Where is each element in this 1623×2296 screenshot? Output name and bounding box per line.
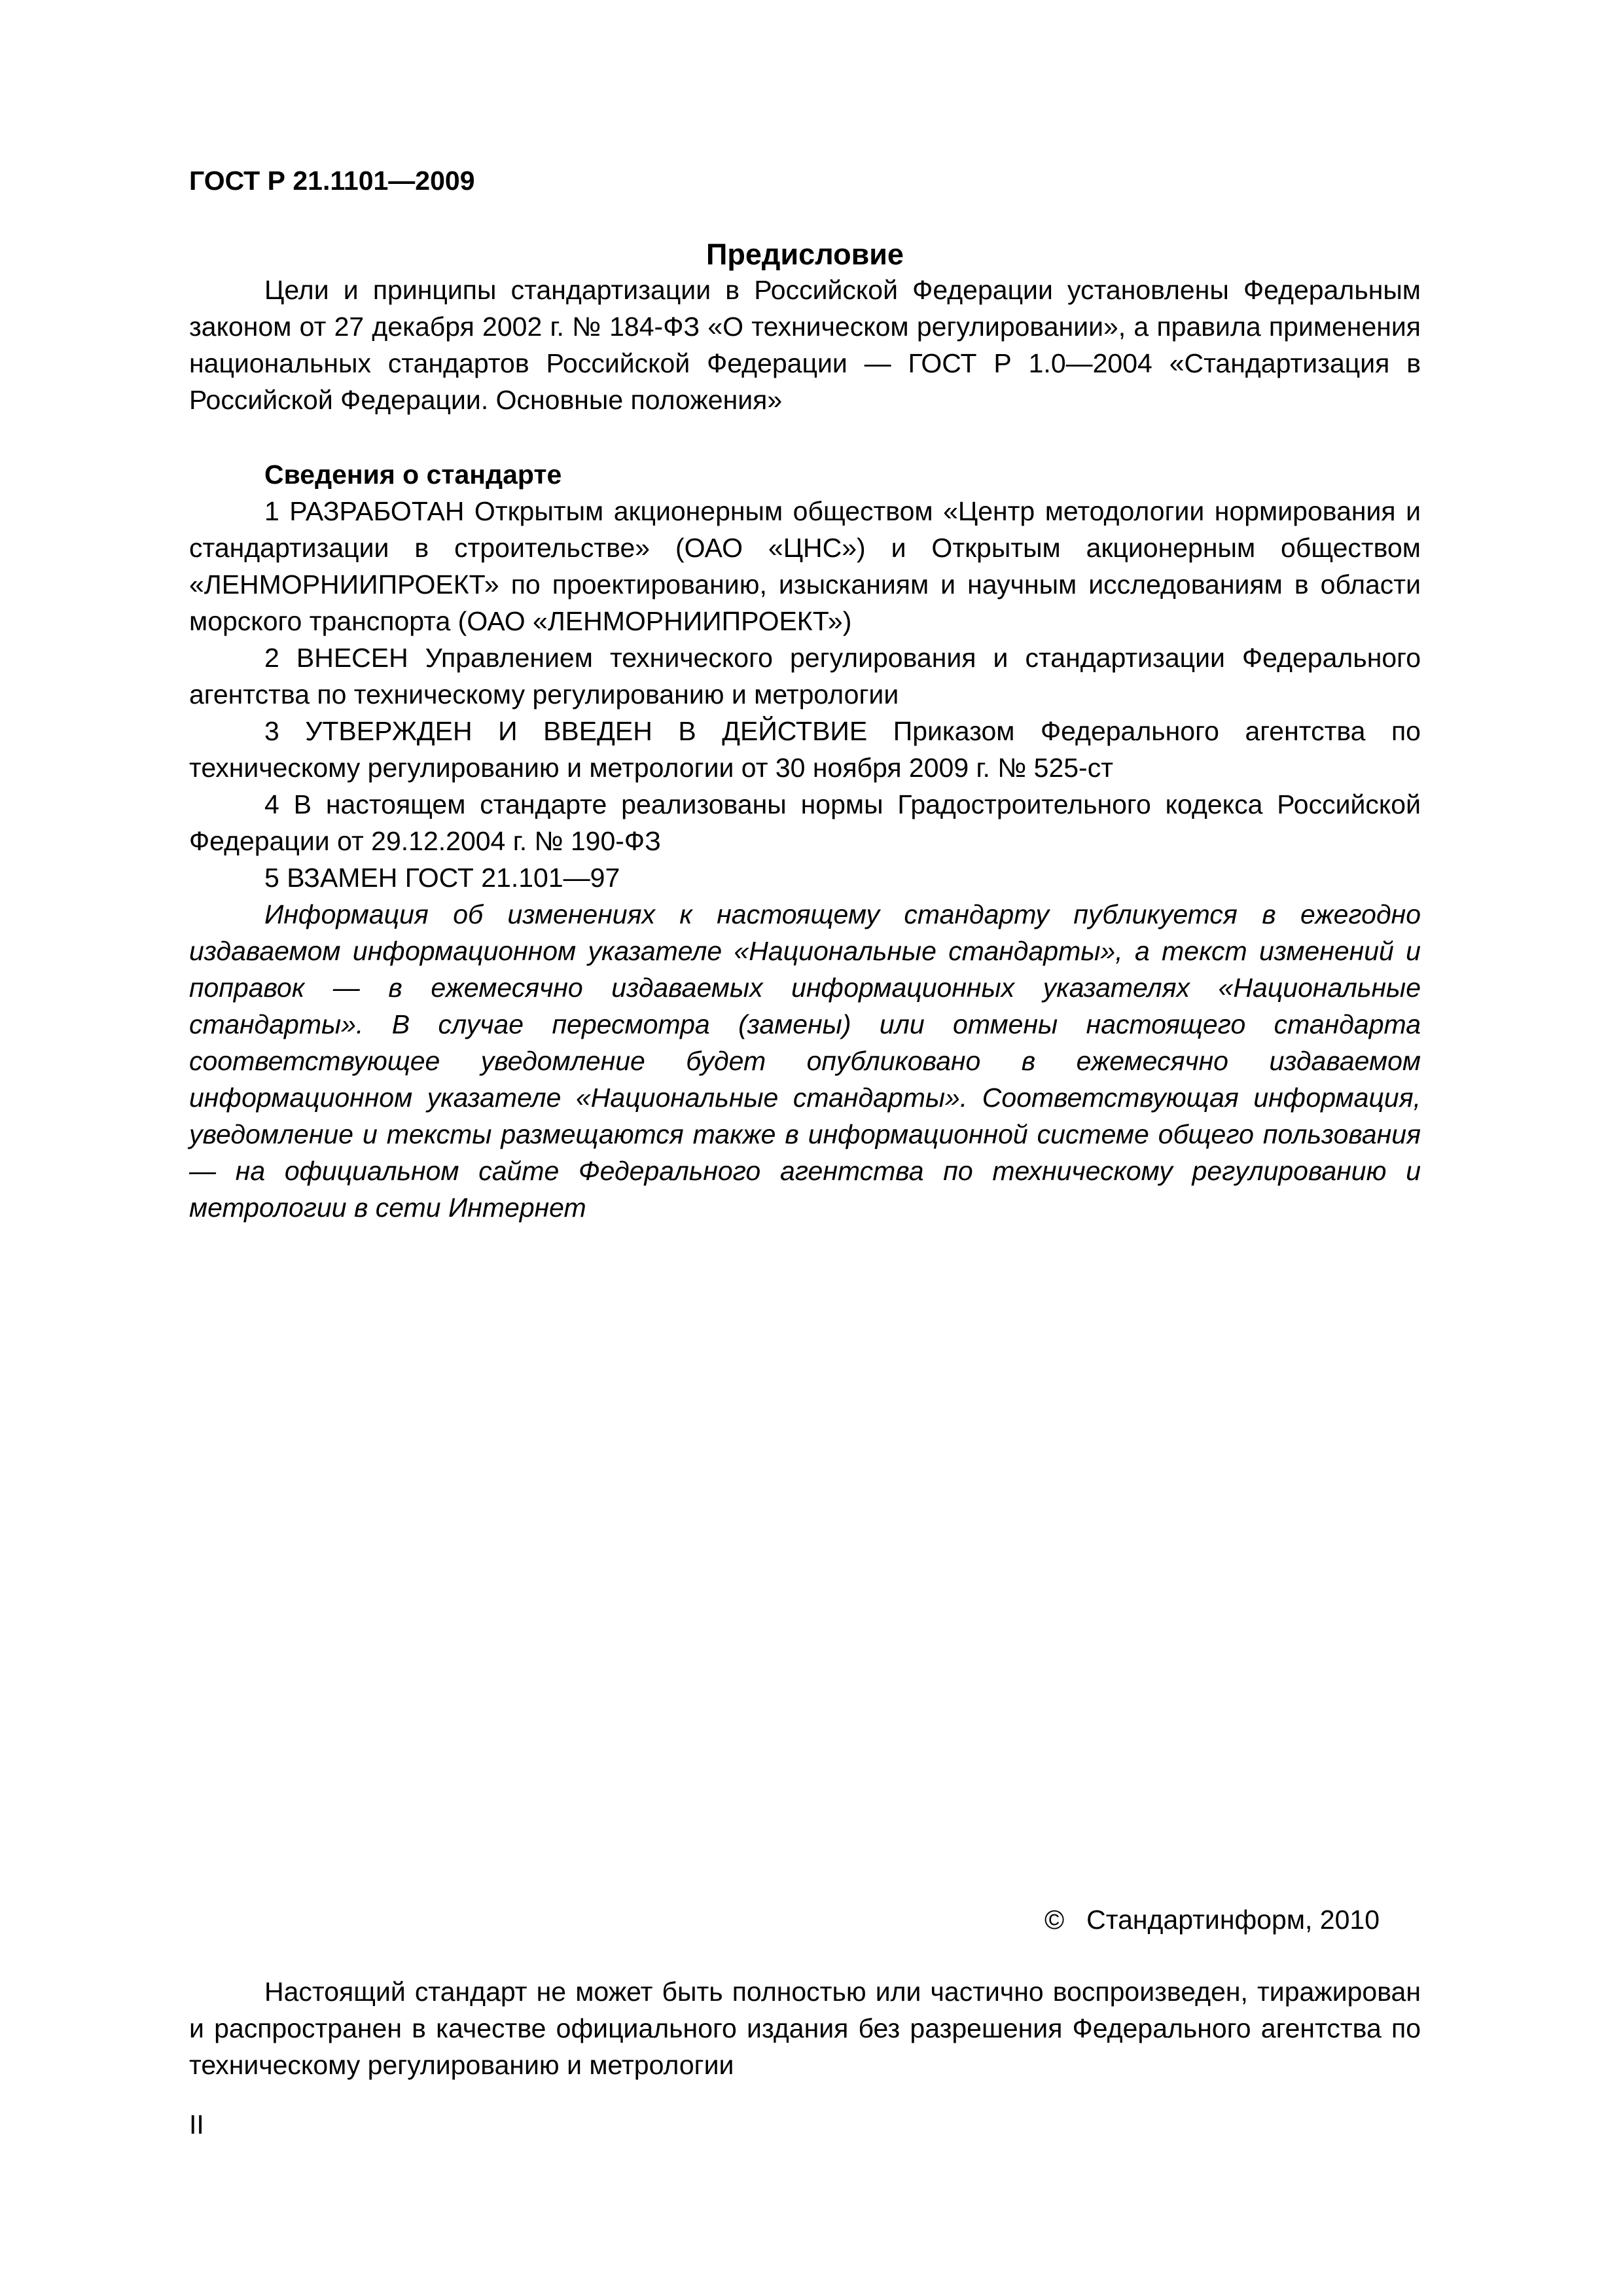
amendments-info-note: Информация об изменениях к настоящему стандарту публикуется в ежегодно издаваемом информационном указателе «Национальные стандарты», а текст изменений и поправок — в ежемесячно издаваемых информационных указателях «Национальные стандарты». В случае пересмотра (замены) или отмены настоящего стандарта соответствующее уведомление будет опубликовано в ежемесячно издаваемом информационном указателе «Национальные стандарты». Соответствующая информация, уведомление и тексты размещаются также в информационной системе общего пользования — на официальном сайте Федерального агентства по техническому регулированию и метрологии в сети Интернет [189, 899, 1421, 1223]
section-heading: Сведения о стандарте [264, 459, 562, 490]
page-title: Предисловие [706, 238, 904, 272]
copyright-line [1044, 1901, 1380, 1938]
intro-paragraph: Цели и принципы стандартизации в Российской Федерации установлены Федеральным законом от 27 декабря 2002 г. № 184-ФЗ «О техническом регулировании», а правила применения национальных стандартов Российской Федерации — ГОСТ Р 1.0—2004 «Стандартизация в Российской Федерации. Основные положения» [189, 275, 1421, 416]
standard-item-1: 1 РАЗРАБОТАН Открытым акционерным обществом «Центр методологии нормирования и стандартизации в строительстве» (ОАО «ЦНС») и Открытым акционерным обществом «ЛЕНМОРНИИПРОЕКТ» по проектированию, изысканиям и научным исследованиям в области морского транспорта (ОАО «ЛЕНМОРНИИПРОЕКТ») [189, 496, 1421, 637]
page-number: II [189, 2109, 204, 2140]
reproduction-restriction-note: Настоящий стандарт не может быть полностью или частично воспроизведен, тиражирован и распространен в качестве официального издания без разрешения Федерального агентства по техническому регулированию и метрологии [189, 1977, 1421, 2080]
standard-item-3: 3 УТВЕРЖДЕН И ВВЕДЕН В ДЕЙСТВИЕ Приказом Федерального агентства по техническому регулированию и метрологии от 30 ноября 2009 г. № 525-ст [189, 716, 1421, 783]
copyright-symbol: © [1044, 1905, 1065, 1935]
document-code: ГОСТ Р 21.1101—2009 [189, 166, 475, 196]
copyright-text: Стандартинформ, 2010 [1086, 1905, 1380, 1935]
standard-item-5: 5 ВЗАМЕН ГОСТ 21.101—97 [264, 863, 620, 893]
standard-item-4: 4 В настоящем стандарте реализованы нормы Градостроительного кодекса Российской Федерации от 29.12.2004 г. № 190-ФЗ [189, 789, 1421, 857]
standard-item-2: 2 ВНЕСЕН Управлением технического регулирования и стандартизации Федерального агентства по техническому регулированию и метрологии [189, 643, 1421, 710]
